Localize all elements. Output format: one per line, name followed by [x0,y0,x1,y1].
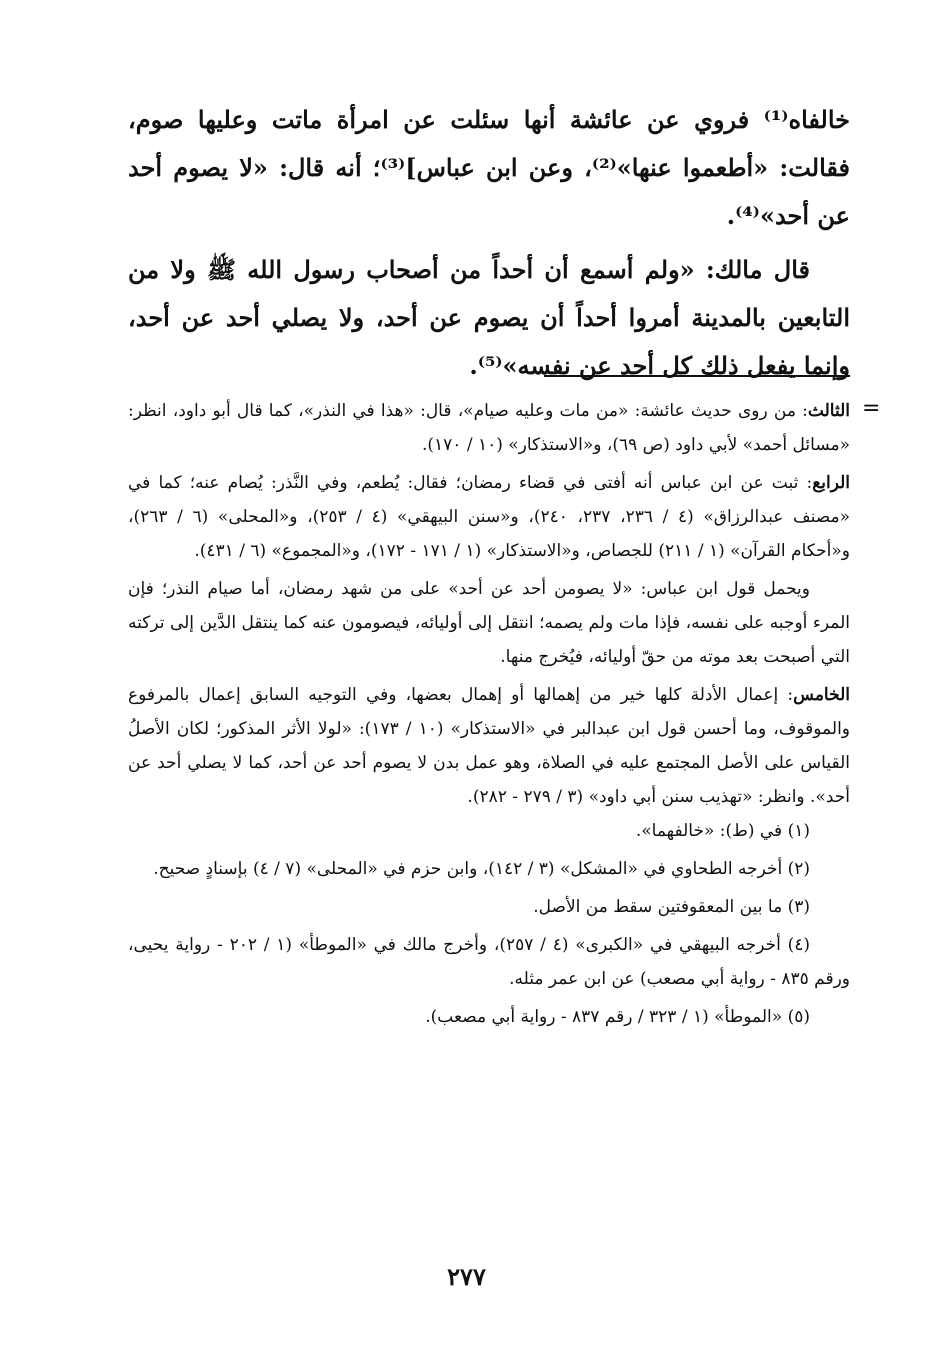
commentary-fifth-text: : إعمال الأدلة كلها خير من إهمالها أو إهمال بعضها، وفي التوجيه السابق إعمال بالمرفوع والموقوف، وما أحسن قول ابن عبدالبر في «الاستذكار» (١٠ / ١٧٣): «لولا الأثر المذكور؛ لكان الأصلُ القياس على الأصل المجتمع عليه في الصلاة، وهو عمل بدن لا يصوم أحد عن أحد، كما لا يصلي أحد عن أحد». وانظر: «تهذيب سنن أبي داود» (٣ / ٢٧٩ - ٢٨٢). [128,685,851,807]
continuation-mark: = [862,396,881,421]
main-text [128,96,850,390]
footnote-2: (٢) أخرجه الطحاوي في «المشكل» (٣ / ١٤٢)، وابن حزم في «المحلى» (٧ / ٤) بإسنادٍ صحيح. [153,859,810,879]
footnote-divider [544,375,850,377]
page-number: ٢٧٧ [447,1262,486,1291]
footnote-3: (٣) ما بين المعقوفتين سقط من الأصل. [533,897,810,917]
commentary-third-text: : من روى حديث عائشة: «من مات وعليه صيام»، قال: «هذا في النذر»، كما قال أبو داود، انظر: «مسائل أحمد» لأبي داود (ص ٦٩)، و«الاستذكار» (١٠ / ١٧٠). [128,401,850,455]
commentary-third-label: الثالث [807,401,850,421]
footnotes-section [128,394,850,1034]
commentary-interpretation: ويحمل قول ابن عباس: «لا يصومن أحد عن أحد» على من شهد رمضان، أما صيام النذر؛ فإن المرء أوجبه على نفسه، فإذا مات ولم يصمه؛ انتقل إلى أوليائه، فيصومون عنه كما ينتقل الدَّين إلى تركته التي أصبحت بعد موته من حقّ أوليائه، فيُخرج منها. [128,579,850,667]
commentary-third [128,394,850,462]
commentary-fifth [128,678,850,814]
main-paragraph-2: قال مالك: «ولم أسمع أن أحداً من أصحاب رسول الله ﷺ ولا من التابعين بالمدينة أمروا أحداً أن يصوم عن أحد، ولا يصلي أحد عن أحد، وإنما يفعل ذلك كل أحد عن نفسه»⁽⁵⁾. [128,255,850,380]
commentary-fourth [128,466,850,568]
commentary-fifth-label: الخامس [793,685,850,705]
footnote-1: (١) في (ط): «خالفهما». [635,821,810,841]
commentary-fourth-text: : ثبت عن ابن عباس أنه أفتى في قضاء رمضان؛ فقال: يُطعم، وفي النَّذر: يُصام عنه؛ كما في «مصنف عبدالرزاق» (٤ / ٢٣٦، ٢٣٧، ٢٤٠)، و«سنن البيهقي» (٤ / ٢٥٣)، و«المحلى» (٦ / ٢٦٣)، و«أحكام القرآن» (١ / ٢١١) للجصاص، و«الاستذكار» (١ / ١٧١ - ١٧٢)، و«المجموع» (٦ / ٤٣١). [128,473,850,561]
main-paragraph-1: خالفاه⁽¹⁾ فروي عن عائشة أنها سئلت عن امرأة ماتت وعليها صوم، فقالت: «أطعموا عنها»⁽²⁾، وعن ابن عباس]⁽³⁾؛ أنه قال: «لا يصوم أحد عن أحد»⁽⁴⁾. [128,105,851,230]
footnote-4: (٤) أخرجه البيهقي في «الكبرى» (٤ / ٢٥٧)، وأخرج مالك في «الموطأ» (١ / ٢٠٢ - رواية يحيى، ورقم ٨٣٥ - رواية أبي مصعب) عن ابن عمر مثله. [128,935,850,989]
footnote-5: (٥) «الموطأ» (١ / ٣٢٣ / رقم ٨٣٧ - رواية أبي مصعب). [425,1007,810,1027]
commentary-fourth-label: الرابع [812,473,850,493]
